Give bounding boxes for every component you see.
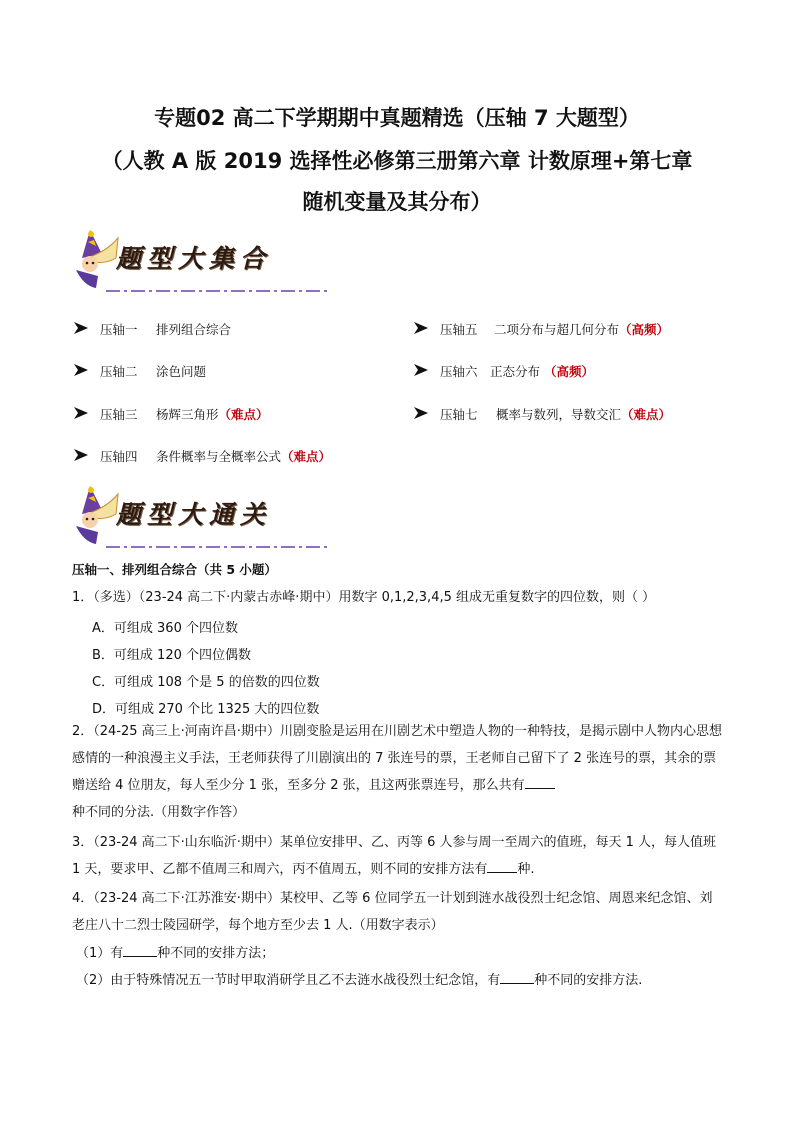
arrow-bullet-icon [414,407,428,419]
arrow-bullet-icon [74,407,88,419]
arrow-bullet-icon [414,322,428,334]
question-1-stem: 1．（多选）（23-24 高二下·内蒙古赤峰·期中）用数字 0,1,2,3,4,5 组成无重复数字的四位数，则（ ） [72,590,656,605]
answer-blank [487,860,517,873]
topic-label: 压轴一 [100,322,138,337]
topic-label: 压轴二 [100,364,138,379]
answer-blank [123,944,157,957]
topic-name: 条件概率与全概率公式（难点） [156,449,332,464]
question-4-sub-1: （1）有 种不同的安排方法； [76,946,275,961]
topic-label: 压轴四 [100,449,138,464]
question-2-text-end: 种不同的分法.（用数字作答） [72,805,246,820]
question-2 [72,718,722,826]
topic-name: 涂色问题 [156,364,207,379]
topic-name: 杨辉三角形（难点） [156,407,269,422]
arrow-bullet-icon [414,364,428,376]
question-1-option-d: D．可组成 270 个比 1325 大的四位数 [92,702,320,717]
banner-topic-collection [68,228,298,300]
question-4-stem: 4．（23-24 高二下·江苏淮安·期中）某校甲、乙等 6 位同学五一计划到涟水战役烈士纪念馆、周恩来纪念馆、刘老庄八十二烈士陵园研学，每个地方至少去 1 人.（用数字表示） [72,891,713,933]
banner-divider [106,286,328,296]
arrow-bullet-icon [74,449,88,461]
question-4-sub-2: （2）由于特殊情况五一节时甲取消研学且乙不去涟水战役烈士纪念馆，有 种不同的安排方法. [76,973,643,988]
title-line-2: （人教 A 版 2019 选择性必修第三册第六章 计数原理+第七章 [101,149,693,173]
topic-name: 概率与数列，导数交汇（难点） [496,407,672,422]
question-1-option-a: A．可组成 360 个四位数 [92,621,238,636]
question-3-text-end: 种. [517,862,535,877]
question-3-text: 3．（23-24 高二下·山东临沂·期中）某单位安排甲、乙、丙等 6 人参与周一至周六的值班，每天 1 人，每人值班 1 天，要求甲、乙都不值周三和周六，丙不值周五，则不同的安排方法有 [72,835,717,877]
topic-label: 压轴五 [440,322,478,337]
arrow-bullet-icon [74,322,88,334]
topic-label: 压轴六 [440,364,478,379]
answer-blank [525,776,555,789]
question-1-option-c: C．可组成 108 个是 5 的倍数的四位数 [92,675,320,690]
question-2-text: 2．（24-25 高三上·河南许昌·期中）川剧变脸是运用在川剧艺术中塑造人物的一种特技，是揭示剧中人物内心思想感情的一种浪漫主义手法，王老师获得了川剧演出的 7 张连号的票，王老师自己留下了 2 张连号的票，其余的票赠送给 4 位朋友，每人至少分 1 张，至多分 2 张，且这两张票连号，那么共有 [72,724,722,793]
banner-divider [106,542,328,552]
section-heading: 压轴一、排列组合综合（共 5 小题） [72,562,277,577]
title-line-1: 专题02 高二下学期期中真题精选（压轴 7 大题型） [154,106,640,130]
title-line-3: 随机变量及其分布） [302,190,492,214]
topic-label: 压轴七 [440,407,478,422]
question-1-option-b: B．可组成 120 个四位偶数 [92,648,251,663]
topic-label: 压轴三 [100,407,138,422]
banner-title: 题型大集合 [116,244,272,273]
banner-topic-practice [68,484,298,556]
banner-title: 题型大通关 [116,500,272,529]
topic-name: 二项分布与超几何分布（高频） [494,322,670,337]
answer-blank [500,971,534,984]
topic-name: 排列组合综合 [156,322,232,337]
arrow-bullet-icon [74,364,88,376]
topic-name: 正态分布 （高频） [490,364,594,379]
question-3 [72,829,722,883]
